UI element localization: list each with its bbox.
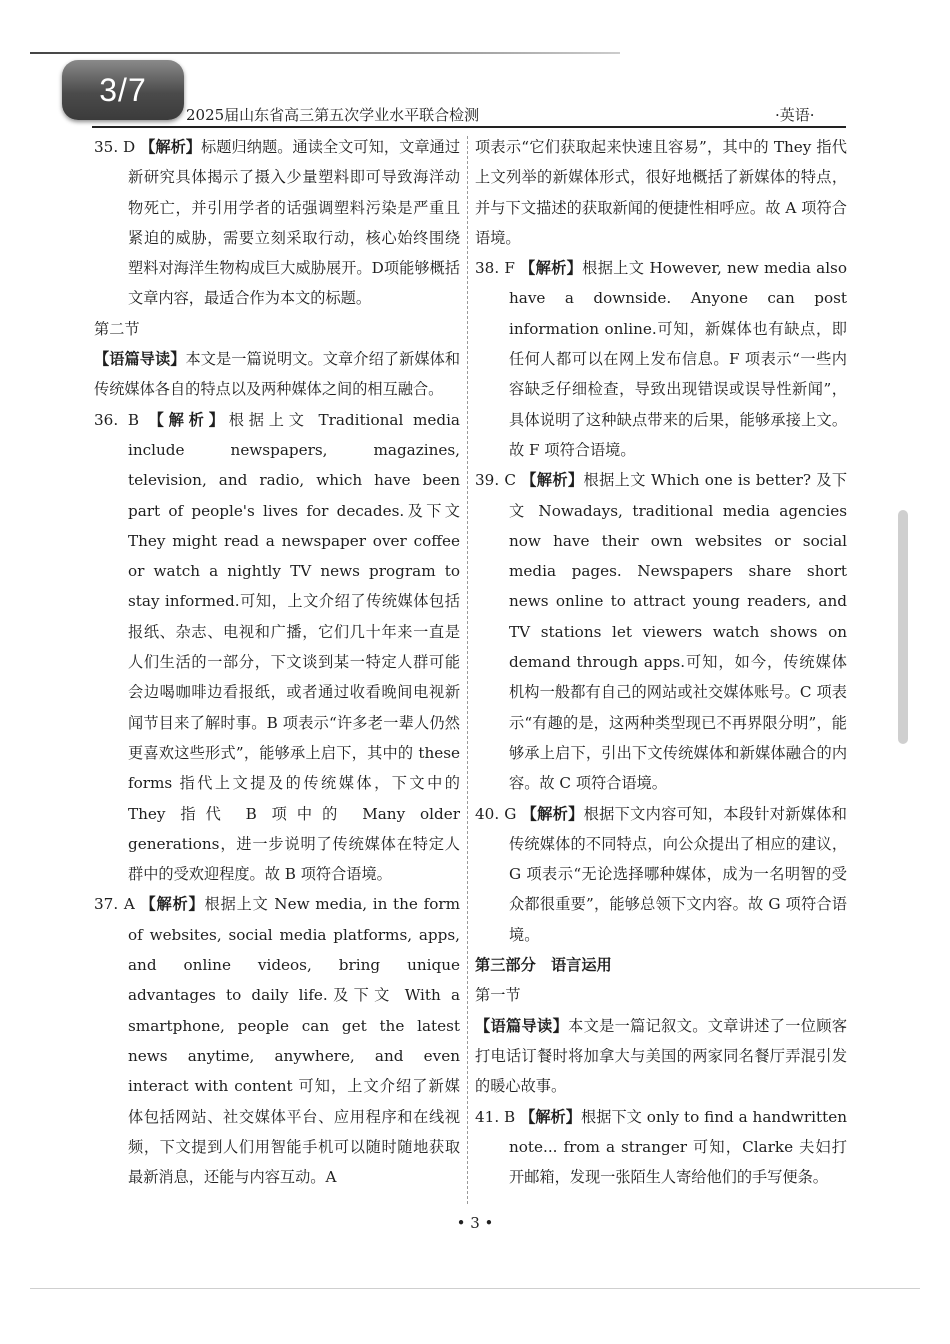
- vertical-scrollbar[interactable]: [898, 510, 908, 744]
- answer-item-38: [475, 253, 847, 465]
- item-text: 标题归纳题。通读全文可知，文章通过新研究具体揭示了摄入少量塑料即可导致海洋动物死亡，并引用学者的话强调塑料污染是严重且紧迫的威胁，需要立刻采取行动，核心始终围绕塑料对海洋生物构成巨大威胁展开。D项能够概括文章内容，最适合作为本文的标题。: [128, 138, 461, 308]
- analysis-tag: 【解析】: [140, 138, 202, 156]
- answer-item-35: [94, 132, 460, 314]
- part-heading: 第三部分 语言运用: [475, 956, 612, 975]
- guide-tag: 【语篇导读】: [94, 350, 186, 369]
- analysis-tag: 【解析】: [521, 471, 584, 490]
- continuation-text: 项表示“它们获取起来快速且容易”，其中的 They 指代上文列举的新媒体形式，很好地概括了新媒体的特点，并与下文描述的获取新闻的便捷性相呼应。故 A 项符合语境。: [475, 138, 847, 247]
- item-text: 根据上文 New media, in the form of websites, social media platforms, apps, and online videos, bring unique advantages to daily life.及下文 With a smartphone, people can get the latest news anytime, anywhere, and even interact with content 可知，上文介绍了新媒体包括网站、社交媒体平台、应用程序和在线视频，下文提到人们用智能手机可以随时随地获取最新消息，还能与内容互动。A: [128, 895, 461, 1187]
- item-lead: 36. B: [94, 410, 149, 429]
- analysis-tag: 【解析】: [521, 804, 584, 823]
- analysis-tag: 【解析】: [520, 259, 583, 278]
- answer-item-37: [94, 889, 460, 1192]
- item-lead: 39. C: [475, 471, 522, 490]
- analysis-tag: 【解析】: [520, 1107, 581, 1126]
- item-text: 根据上文 Traditional media include newspapers, magazines, television, and radio, which have been part of people's lives for decades.及下文 They might read a newspaper over coffee or watch a nightly TV news program to stay informed.可知，上文介绍了传统媒体包括报纸、杂志、电视和广播，它们几十年来一直是人们生活的一部分，下文谈到某一特定人群可能会边喝咖啡边看报纸，或者通过收看晚间电视新闻节目来了解时事。B 项表示“许多老一辈人仍然更喜欢这些形式”，能够承上启下，其中的 these forms 指代上文提及的传统媒体，下文中的 They 指代 B 项中的 Many older generations，进一步说明了传统媒体在特定人群中的受欢迎程度。故 B 项符合语境。: [128, 410, 460, 884]
- analysis-tag: 【解析】: [140, 895, 205, 914]
- guide-tag: 【语篇导读】: [475, 1016, 569, 1035]
- top-edge-rule: [30, 52, 620, 54]
- item-text: 根据下文 only to find a handwritten note... from a stranger 可知，Clarke 夫妇打开邮箱，发现一张陌生人寄给他们的手写便条。: [509, 1107, 847, 1187]
- answer-item-40: [475, 799, 847, 950]
- right-column: [475, 132, 847, 1192]
- running-header-title: 2025届山东省高三第五次学业水平联合检测: [186, 106, 480, 124]
- page-counter-badge: 3/7: [62, 60, 184, 120]
- answer-item-36: [94, 405, 460, 890]
- guide-text: 本文是一篇记叙文。文章讲述了一位顾客打电话订餐时将加拿大与美国的两家同名餐厅弄混引发的暖心故事。: [475, 1016, 848, 1096]
- header-rule: [92, 126, 846, 128]
- column-divider: [467, 136, 468, 1204]
- left-column: [94, 132, 460, 1192]
- item-lead: 37. A: [94, 895, 141, 914]
- bottom-edge-rule: [30, 1288, 920, 1289]
- item-lead: 41. B: [475, 1107, 521, 1126]
- running-header-subject: ·英语·: [775, 106, 815, 124]
- answer-item-41: [475, 1102, 847, 1193]
- item-37-continuation: [475, 132, 847, 253]
- item-lead: 38. F: [475, 259, 521, 278]
- item-lead: 40. G: [475, 804, 522, 823]
- section-heading: 第二节: [94, 319, 140, 338]
- section-heading: 第一节: [475, 986, 521, 1005]
- page-number: • 3 •: [456, 1214, 494, 1232]
- analysis-tag: 【解析】: [148, 410, 229, 429]
- passage-guide: [94, 344, 460, 405]
- answer-item-39: [475, 465, 847, 798]
- item-text: 根据下文内容可知，本段针对新媒体和传统媒体的不同特点，向公众提出了相应的建议，G 项表示“无论选择哪种媒体，成为一名明智的受众都很重要”，能够总领下文内容。故 G 项符合语境。: [509, 804, 847, 944]
- item-text: 根据上文 Which one is better? 及下文 Nowadays, traditional media agencies now have their own websites or social media pages. Newspapers share short news online to attract young readers, and TV stations let viewers watch shows on demand through apps.可知，如今，传统媒体机构一般都有自己的网站或社交媒体账号。C 项表示“有趣的是，这两种类型现已不再界限分明”，能够承上启下，引出下文传统媒体和新媒体融合的内容。故 C 项符合语境。: [509, 471, 848, 793]
- item-text: 根据上文 However, new media also have a downside. Anyone can post information online.可知，新媒体也有缺点，即任何人都可以在网上发布信息。F 项表示“一些内容缺乏仔细检查，导致出现错误或误导性新闻”，具体说明了这种缺点带来的后果，能够承接上文。故 F 项符合语境。: [509, 259, 847, 459]
- passage-guide: [475, 1011, 847, 1102]
- item-lead: 35. D: [94, 138, 141, 156]
- guide-text: 本文是一篇说明文。文章介绍了新媒体和传统媒体各自的特点以及两种媒体之间的相互融合。: [94, 350, 461, 399]
